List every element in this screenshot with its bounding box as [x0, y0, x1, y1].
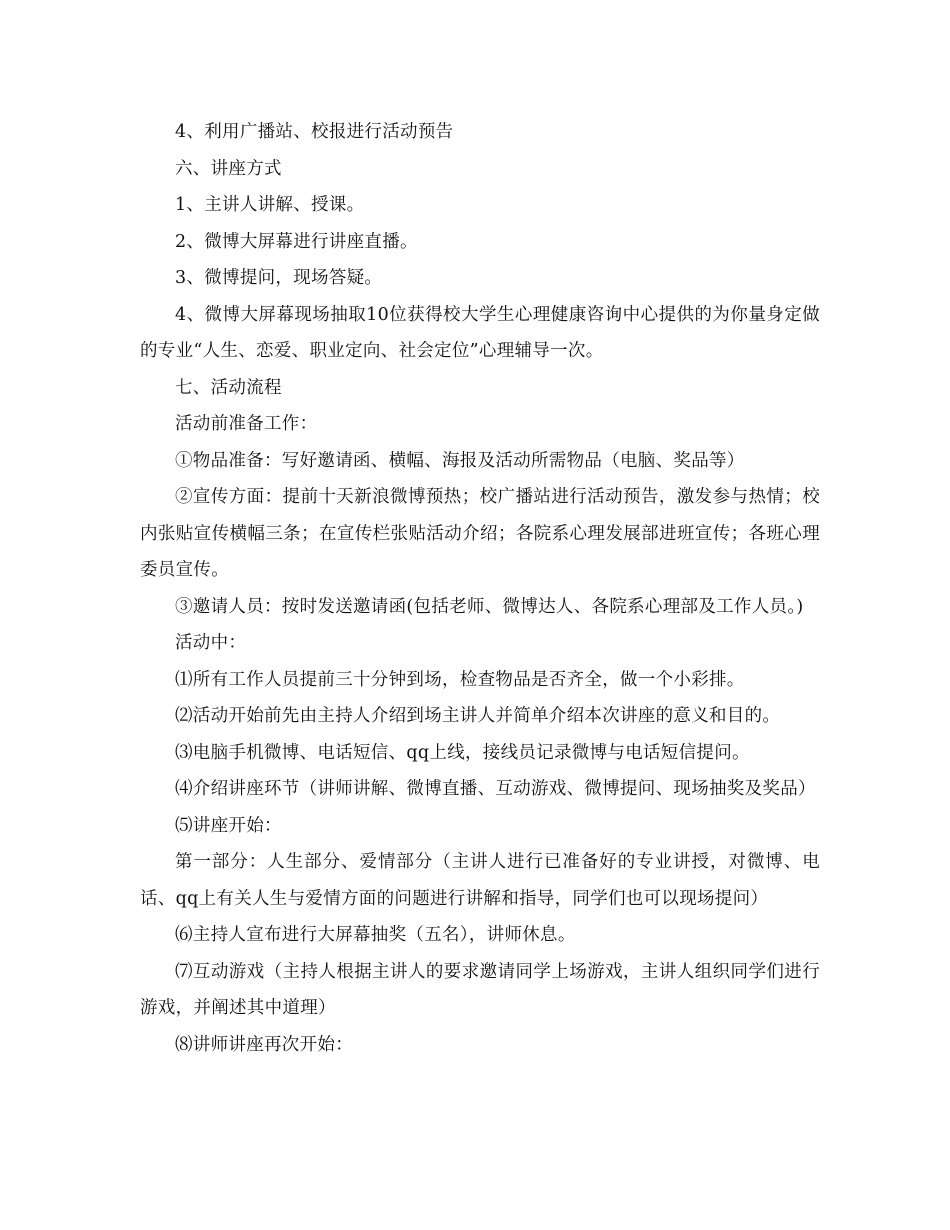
paragraph-format-4: 4、微博大屏幕现场抽取10位获得校大学生心理健康咨询中心提供的为你量身定做的专业“人生、恋爱、职业定向、社会定位”心理辅导一次。 [140, 304, 820, 361]
paragraph-during-title: 活动中： [175, 633, 247, 653]
paragraph-step-1: ⑴所有工作人员提前三十分钟到场，检查物品是否齐全，做一个小彩排。 [175, 669, 745, 690]
document-body [140, 114, 820, 1063]
paragraph-prep-invitation: ③邀请人员：按时发送邀请函(包括老师、微博达人、各院系心理部及工作人员。) [175, 596, 804, 617]
paragraph-step-6: ⑹主持人宣布进行大屏幕抽奖（五名），讲师休息。 [175, 925, 576, 945]
heading-lecture-format: 六、讲座方式 [175, 158, 282, 179]
paragraph-step-2: ⑵活动开始前先由主持人介绍到场主讲人并简单介绍本次讲座的意义和目的。 [175, 706, 781, 726]
paragraph-format-3: 3、微博提问，现场答疑。 [175, 268, 383, 288]
paragraph-step-3: ⑶电脑手机微博、电话短信、qq上线，接线员记录微博与电话短信提问。 [175, 742, 750, 763]
heading-activity-process: 七、活动流程 [175, 377, 282, 398]
paragraph-publicity-broadcast: 4、利用广播站、校报进行活动预告 [175, 122, 454, 142]
paragraph-part-one: 第一部分：人生部分、爱情部分（主讲人进行已准备好的专业讲授，对微博、电话、qq上有关人生与爱情方面的问题进行讲解和指导，同学们也可以现场提问） [140, 852, 820, 909]
paragraph-format-2: 2、微博大屏幕进行讲座直播。 [175, 231, 418, 252]
paragraph-step-5: ⑸讲座开始： [175, 815, 282, 836]
paragraph-step-7: ⑺互动游戏（主持人根据主讲人的要求邀请同学上场游戏，主讲人组织同学们进行游戏，并阐述其中道理） [140, 961, 820, 1018]
paragraph-step-8: ⑻讲师讲座再次开始： [175, 1034, 353, 1055]
paragraph-step-4: ⑷介绍讲座环节（讲师讲解、微博直播、互动游戏、微博提问、现场抽奖及奖品） [175, 779, 816, 799]
paragraph-format-1: 1、主讲人讲解、授课。 [175, 195, 365, 215]
paragraph-prep-items: ①物品准备：写好邀请函、横幅、海报及活动所需物品（电脑、奖品等） [175, 450, 745, 471]
paragraph-preparation-title: 活动前准备工作： [175, 414, 318, 434]
paragraph-prep-publicity: ②宣传方面：提前十天新浪微博预热；校广播站进行活动预告，激发参与热情；校内张贴宣传横幅三条；在宣传栏张贴活动介绍；各院系心理发展部进班宣传；各班心理委员宣传。 [140, 487, 820, 580]
